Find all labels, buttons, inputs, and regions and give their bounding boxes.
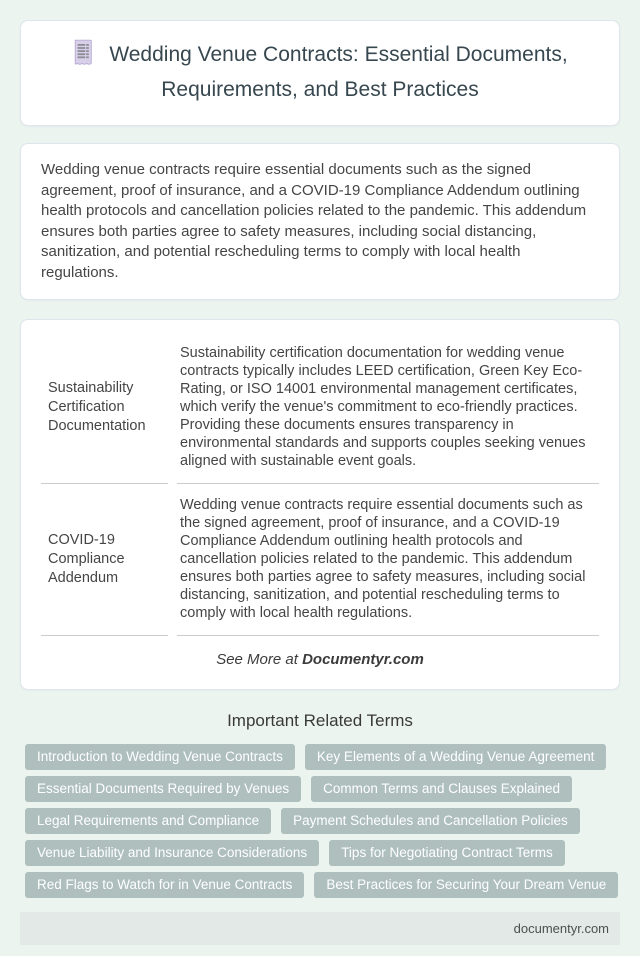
related-term-pill[interactable]: Key Elements of a Wedding Venue Agreement [305, 744, 606, 770]
receipt-icon [72, 39, 94, 75]
related-term-pill[interactable]: Red Flags to Watch for in Venue Contracts [25, 872, 304, 898]
term-definition: Wedding venue contracts require essential documents such as the signed agreement, proof of insurance, and a COVID-19 Compliance Addendum outlining health protocols and cancellation policies related to the pandemic. This addendum ensures both parties agree to safety measures, including social distancing, sanitization, and potential rescheduling terms to comply with local health regulations. [177, 484, 599, 636]
see-more-prefix: See More at [216, 651, 303, 668]
term-definition: Sustainability certification documentation for wedding venue contracts typically includes LEED certification, Green Key Eco-Rating, or ISO 14001 environmental management certificates, which verify the venue's commitment to eco-friendly practices. Providing these documents ensures transparency in environmental standards and supports couples seeking venues aligned with sustainable event goals. [177, 332, 599, 484]
related-term-pill[interactable]: Venue Liability and Insurance Considerations [25, 840, 319, 866]
terms-card [20, 319, 620, 690]
intro-paragraph: Wedding venue contracts require essential documents such as the signed agreement, proof of insurance, and a COVID-19 Compliance Addendum outlining health protocols and cancellation policies related to the pandemic. This addendum ensures both parties agree to safety measures, including social distancing, sanitization, and potential rescheduling terms to comply with local health regulations. [41, 161, 587, 281]
related-terms-heading: Important Related Terms [227, 711, 413, 730]
related-term-pill[interactable]: Legal Requirements and Compliance [25, 808, 271, 834]
intro-card [20, 143, 620, 300]
term-row [41, 332, 599, 484]
related-term-pill[interactable]: Payment Schedules and Cancellation Policies [281, 808, 580, 834]
related-terms-list [0, 744, 640, 898]
related-term-pill[interactable]: Essential Documents Required by Venues [25, 776, 301, 802]
brand-link[interactable]: Documentyr.com [302, 651, 424, 668]
terms-table [41, 332, 599, 636]
term-name: COVID-19 Compliance Addendum [41, 484, 168, 636]
term-name: Sustainability Certification Documentation [41, 332, 168, 484]
see-more [41, 651, 599, 668]
page-title-text: Wedding Venue Contracts: Essential Documents, Requirements, and Best Practices [109, 43, 568, 101]
page-title [70, 39, 570, 105]
related-term-pill[interactable]: Common Terms and Clauses Explained [311, 776, 572, 802]
title-card [20, 20, 620, 126]
related-term-pill[interactable]: Tips for Negotiating Contract Terms [329, 840, 565, 866]
related-term-pill[interactable]: Introduction to Wedding Venue Contracts [25, 744, 295, 770]
related-term-pill[interactable]: Best Practices for Securing Your Dream Venue [314, 872, 618, 898]
footer-site-link[interactable]: documentyr.com [513, 921, 609, 936]
footer-bar [20, 912, 620, 945]
term-row [41, 484, 599, 636]
